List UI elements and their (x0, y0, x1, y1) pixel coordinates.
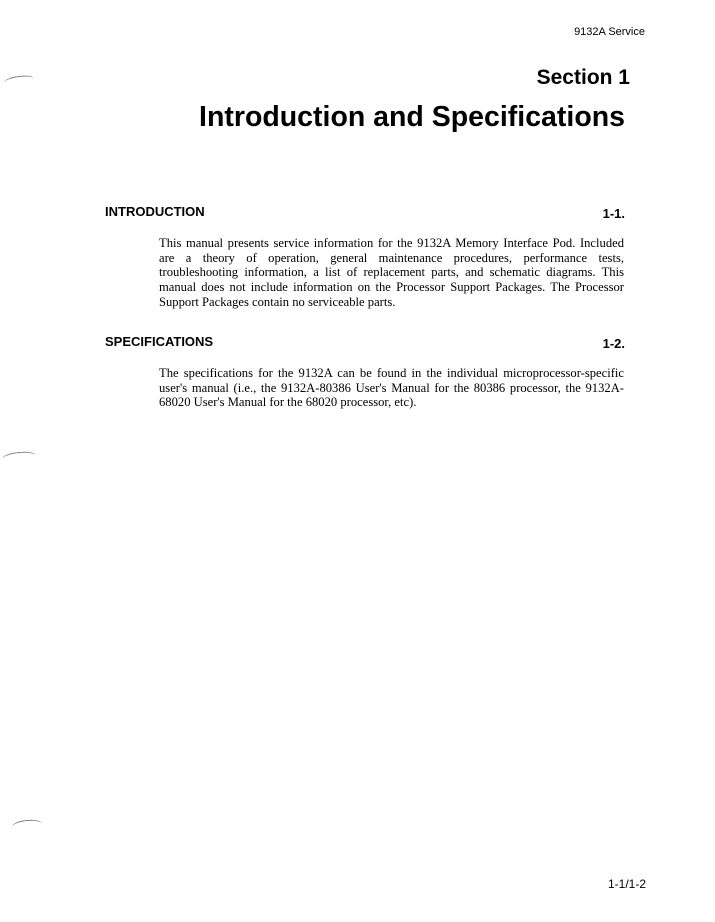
binder-hole-mark (2, 450, 37, 464)
introduction-heading: INTRODUCTION (105, 204, 205, 219)
introduction-paragraph: This manual presents service information for the 9132A Memory Interface Pod. Included are a theory of operation, general maintenance procedures, performance tests, troubleshooting information, a list of replacement parts, and schematic diagrams. This manual does not include information on the Processor Support Packages. The Processor Support Packages contain no serviceable parts. (159, 236, 624, 309)
specifications-heading: SPECIFICATIONS (105, 334, 214, 349)
binder-hole-mark (4, 74, 35, 87)
page-number: 1-1/1-2 (607, 877, 646, 891)
section-label: Section 1 (536, 66, 630, 89)
specifications-paragraph-number: 1-2. (602, 336, 625, 351)
chapter-title: Introduction and Specifications (199, 101, 625, 133)
specifications-paragraph: The specifications for the 9132A can be found in the individual microprocessor-specific user's manual (i.e., the 9132A-80386 User's Manual for the 80386 processor, the 9132A-68020 User's Manual for the 68020 processor, etc). (159, 366, 624, 410)
introduction-paragraph-number: 1-1. (602, 206, 625, 221)
running-header: 9132A Service (574, 26, 645, 38)
binder-hole-mark (12, 818, 43, 832)
